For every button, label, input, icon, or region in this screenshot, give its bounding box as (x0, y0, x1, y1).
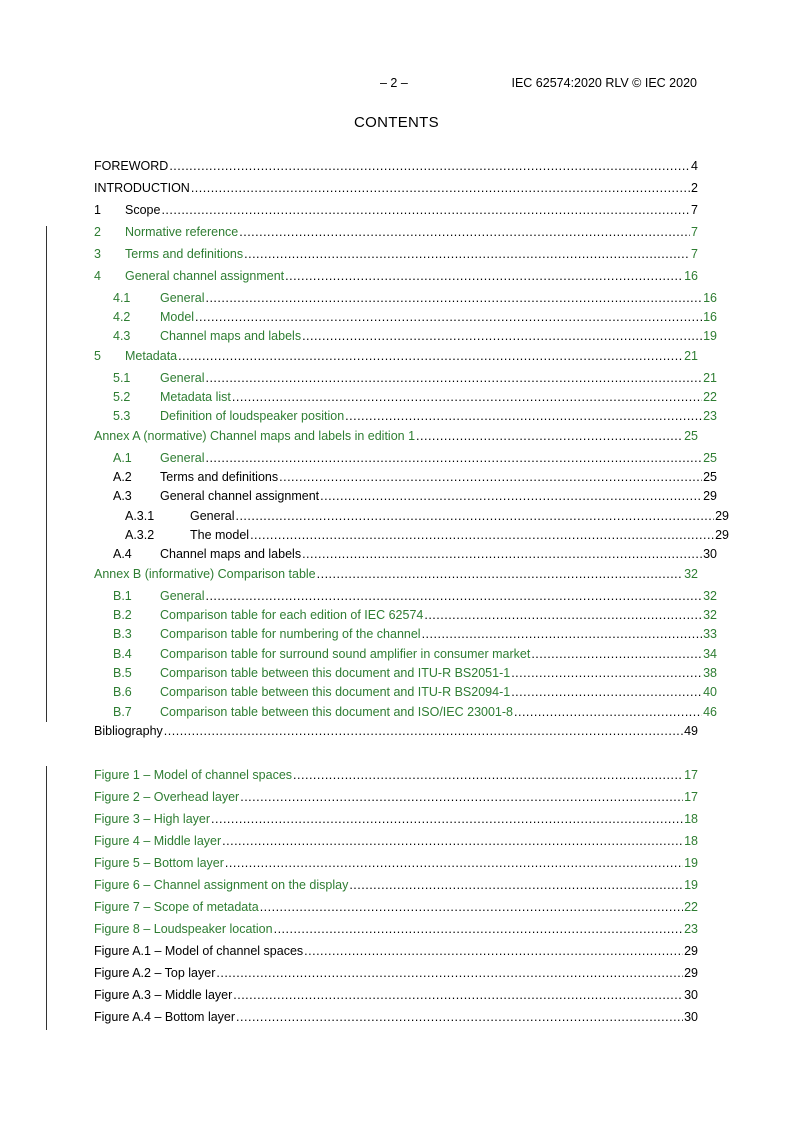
toc-entry-title: General (160, 451, 205, 465)
figure-list-entry[interactable] (94, 921, 698, 937)
toc-entry-number: B.1 (113, 589, 132, 603)
dot-leader (235, 508, 714, 524)
page-ref: 29 (703, 489, 717, 503)
page-ref: 22 (703, 390, 717, 404)
toc-entry-title: Annex A (normative) Channel maps and labels in edition 1 (94, 429, 416, 443)
toc-entry-title: Terms and definitions (160, 470, 279, 484)
toc-entry-number: 4.2 (113, 310, 131, 324)
toc-entry[interactable] (94, 488, 717, 504)
figure-list-entry[interactable] (94, 1009, 698, 1025)
toc-entry-title: Comparison table between this document and ITU-R BS2094-1 (160, 685, 511, 699)
toc-entry-title: Comparison table for surround sound amplifier in consumer market (160, 647, 531, 661)
page-ref: 30 (703, 547, 717, 561)
page-ref: 4 (691, 159, 698, 173)
toc-entry-title: General channel assignment (160, 489, 320, 503)
change-bar (46, 226, 47, 722)
page-ref: 22 (684, 900, 698, 914)
page-ref: 46 (703, 705, 717, 719)
dot-leader (236, 1009, 683, 1025)
dot-leader (345, 408, 702, 424)
toc-entry-number: B.3 (113, 627, 132, 641)
figure-title: Figure A.1 – Model of channel spaces (94, 944, 304, 958)
page-ref: 32 (684, 567, 698, 581)
page-ref: 33 (703, 627, 717, 641)
toc-entry[interactable] (94, 202, 698, 218)
figure-list-entry[interactable] (94, 811, 698, 827)
dot-leader (232, 389, 702, 405)
page-ref: 17 (684, 768, 698, 782)
page-ref: 32 (703, 589, 717, 603)
dot-leader (191, 180, 690, 196)
toc-entry-number: B.4 (113, 647, 132, 661)
toc-entry-number: A.3.2 (125, 528, 155, 542)
dot-leader (304, 943, 683, 959)
page-ref: 7 (691, 203, 698, 217)
figure-list-entry[interactable] (94, 877, 698, 893)
page-ref: 2 (691, 181, 698, 195)
toc-entry-number: A.1 (113, 451, 132, 465)
toc-entry-title: Model (160, 310, 195, 324)
dot-leader (293, 767, 683, 783)
toc-entry-title: FOREWORD (94, 159, 169, 173)
page-ref: 21 (703, 371, 717, 385)
toc-entry-title: Scope (125, 203, 161, 217)
page-ref: 49 (684, 724, 698, 738)
dot-leader (424, 607, 702, 623)
dot-leader (222, 833, 683, 849)
toc-entry-title: General (160, 589, 205, 603)
toc-entry-title: Comparison table for each edition of IEC 62574 (160, 608, 424, 622)
dot-leader (260, 899, 683, 915)
dot-leader (285, 268, 683, 284)
page-number: – 2 – (380, 76, 408, 90)
dot-leader (244, 246, 690, 262)
figure-title: Figure A.4 – Bottom layer (94, 1010, 236, 1024)
toc-entry-number: A.4 (113, 547, 132, 561)
toc-entry-number: 4 (94, 269, 101, 283)
dot-leader (514, 704, 702, 720)
toc-entry-title: Definition of loudspeaker position (160, 409, 345, 423)
figure-title: Figure 1 – Model of channel spaces (94, 768, 293, 782)
dot-leader (422, 626, 703, 642)
toc-entry-number: 5 (94, 349, 101, 363)
page-ref: 18 (684, 834, 698, 848)
toc-entry-number: 5.2 (113, 390, 131, 404)
toc-entry-title: Normative reference (125, 225, 239, 239)
toc-entry[interactable] (94, 268, 698, 284)
toc-entry-title: General (190, 509, 235, 523)
dot-leader (205, 588, 702, 604)
document-reference: IEC 62574:2020 RLV © IEC 2020 (511, 76, 697, 90)
figure-title: Figure 6 – Channel assignment on the display (94, 878, 349, 892)
page-ref: 16 (703, 291, 717, 305)
figure-list-entry[interactable] (94, 943, 698, 959)
page-ref: 19 (684, 856, 698, 870)
figure-list-entry[interactable] (94, 767, 698, 783)
dot-leader (205, 290, 702, 306)
dot-leader (349, 877, 683, 893)
dot-leader (250, 527, 714, 543)
toc-entry-number: 5.1 (113, 371, 131, 385)
toc-entry-number: A.3.1 (125, 509, 155, 523)
dot-leader (195, 309, 702, 325)
toc-entry-title: Channel maps and labels (160, 547, 302, 561)
toc-entry-title: Terms and definitions (125, 247, 244, 261)
toc-entry-title: INTRODUCTION (94, 181, 190, 195)
dot-leader (240, 789, 683, 805)
toc-entry[interactable] (94, 469, 717, 485)
toc-entry[interactable] (94, 224, 698, 240)
toc-entry[interactable] (94, 665, 717, 681)
dot-leader (416, 428, 683, 444)
toc-entry[interactable] (94, 180, 698, 196)
dot-leader (274, 921, 684, 937)
toc-entry[interactable] (94, 309, 717, 325)
figure-list-entry[interactable] (94, 789, 698, 805)
toc-entry-number: A.3 (113, 489, 132, 503)
dot-leader (317, 566, 683, 582)
toc-entry-title: Metadata (125, 349, 178, 363)
page-ref: 40 (703, 685, 717, 699)
toc-entry[interactable] (94, 348, 698, 364)
toc-entry[interactable] (94, 546, 717, 562)
dot-leader (511, 684, 702, 700)
dot-leader (302, 328, 702, 344)
page-ref: 38 (703, 666, 717, 680)
figure-title: Figure 4 – Middle layer (94, 834, 222, 848)
toc-entry[interactable] (94, 158, 698, 174)
dot-leader (205, 450, 702, 466)
figure-title: Figure 3 – High layer (94, 812, 211, 826)
page-ref: 16 (684, 269, 698, 283)
toc-entry-title: The model (190, 528, 250, 542)
toc-entry-title: Metadata list (160, 390, 231, 404)
toc-entry-title: Bibliography (94, 724, 163, 738)
toc-entry-title: General (160, 371, 205, 385)
dot-leader (164, 723, 683, 739)
toc-entry[interactable] (94, 428, 698, 444)
toc-entry-title: Annex B (informative) Comparison table (94, 567, 316, 581)
toc-entry[interactable] (94, 450, 717, 466)
dot-leader (225, 855, 683, 871)
page-ref: 30 (684, 988, 698, 1002)
toc-entry-number: 2 (94, 225, 101, 239)
page-ref: 34 (703, 647, 717, 661)
page-ref: 23 (684, 922, 698, 936)
toc-entry[interactable] (94, 646, 717, 662)
dot-leader (279, 469, 702, 485)
toc-entry-number: 4.3 (113, 329, 131, 343)
figure-list-entry[interactable] (94, 987, 698, 1003)
page-ref: 7 (691, 225, 698, 239)
page-ref: 21 (684, 349, 698, 363)
toc-entry-number: A.2 (113, 470, 132, 484)
dot-leader (205, 370, 702, 386)
toc-entry-number: 5.3 (113, 409, 131, 423)
toc-entry[interactable] (94, 704, 717, 720)
page-ref: 25 (703, 451, 717, 465)
figure-list-entry[interactable] (94, 855, 698, 871)
toc-entry-number: B.7 (113, 705, 132, 719)
page-ref: 29 (715, 528, 729, 542)
toc-entry-title: Comparison table between this document and ITU-R BS2051-1 (160, 666, 511, 680)
figure-title: Figure 5 – Bottom layer (94, 856, 224, 870)
figure-title: Figure 7 – Scope of metadata (94, 900, 259, 914)
page-ref: 32 (703, 608, 717, 622)
page-ref: 18 (684, 812, 698, 826)
toc-entry[interactable] (94, 566, 698, 582)
toc-entry[interactable] (94, 588, 717, 604)
page-ref: 25 (703, 470, 717, 484)
page-ref: 23 (703, 409, 717, 423)
figure-title: Figure A.3 – Middle layer (94, 988, 233, 1002)
dot-leader (233, 987, 683, 1003)
figure-title: Figure 2 – Overhead layer (94, 790, 240, 804)
dot-leader (216, 965, 683, 981)
figure-list-entry[interactable] (94, 833, 698, 849)
dot-leader (531, 646, 702, 662)
toc-entry[interactable] (94, 626, 717, 642)
page-ref: 16 (703, 310, 717, 324)
dot-leader (169, 158, 690, 174)
toc-entry-title: General channel assignment (125, 269, 285, 283)
toc-entry[interactable] (94, 408, 717, 424)
page-ref: 19 (703, 329, 717, 343)
toc-entry-number: 1 (94, 203, 101, 217)
dot-leader (320, 488, 702, 504)
toc-entry-number: 3 (94, 247, 101, 261)
page-ref: 30 (684, 1010, 698, 1024)
toc-entry[interactable] (94, 328, 717, 344)
figure-list-entry[interactable] (94, 899, 698, 915)
toc-entry[interactable] (94, 508, 729, 524)
toc-entry[interactable] (94, 389, 717, 405)
toc-entry[interactable] (94, 246, 698, 262)
page-ref: 17 (684, 790, 698, 804)
toc-entry-title: Channel maps and labels (160, 329, 302, 343)
page-ref: 7 (691, 247, 698, 261)
change-bar (46, 766, 47, 1030)
toc-entry-number: B.2 (113, 608, 132, 622)
page-ref: 19 (684, 878, 698, 892)
dot-leader (161, 202, 690, 218)
toc-entry-number: B.6 (113, 685, 132, 699)
figure-list-entry[interactable] (94, 965, 698, 981)
dot-leader (511, 665, 702, 681)
dot-leader (211, 811, 683, 827)
page-title: CONTENTS (354, 114, 439, 131)
toc-entry[interactable] (94, 684, 717, 700)
toc-entry[interactable] (94, 723, 698, 739)
toc-entry-title: Comparison table between this document and ISO/IEC 23001-8 (160, 705, 513, 719)
toc-entry-title: Comparison table for numbering of the channel (160, 627, 421, 641)
page-ref: 25 (684, 429, 698, 443)
dot-leader (178, 348, 683, 364)
figure-title: Figure 8 – Loudspeaker location (94, 922, 273, 936)
toc-entry[interactable] (94, 370, 717, 386)
page-ref: 29 (684, 966, 698, 980)
page-ref: 29 (715, 509, 729, 523)
dot-leader (239, 224, 690, 240)
toc-entry[interactable] (94, 607, 717, 623)
toc-entry-title: General (160, 291, 205, 305)
toc-entry[interactable] (94, 290, 717, 306)
figure-title: Figure A.2 – Top layer (94, 966, 216, 980)
dot-leader (302, 546, 702, 562)
toc-entry[interactable] (94, 527, 729, 543)
toc-entry-number: 4.1 (113, 291, 131, 305)
toc-entry-number: B.5 (113, 666, 132, 680)
page-ref: 29 (684, 944, 698, 958)
